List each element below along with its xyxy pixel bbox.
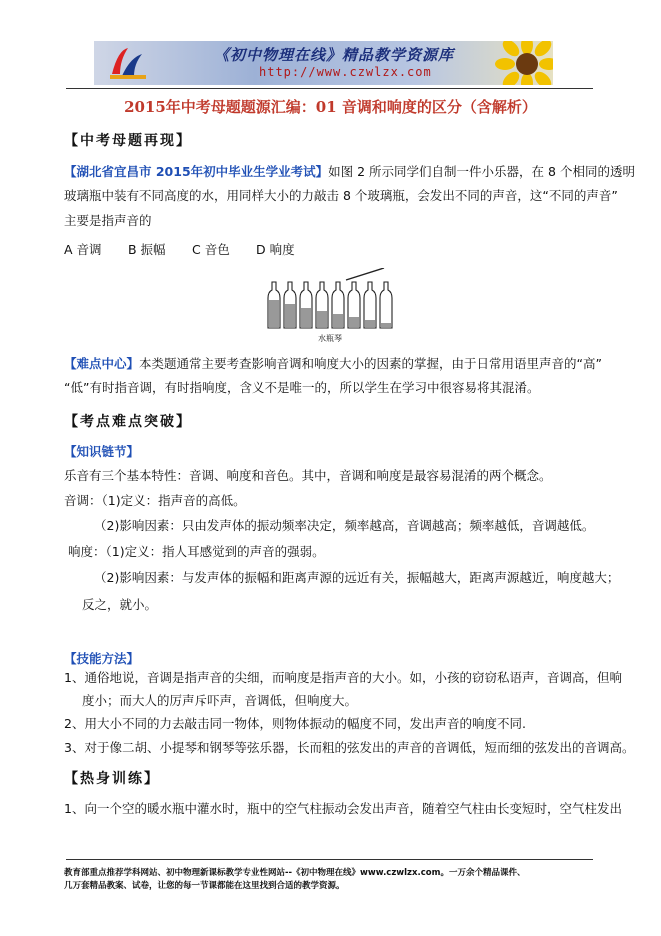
knowledge-tag: 【知识链节】 [64, 444, 140, 459]
section-heading-exam: 【中考母题再现】 [64, 133, 192, 149]
difficulty-tag: 【难点中心】 [64, 356, 140, 371]
difficulty-text-1: 本类题通常主要考查影响音调和响度大小的因素的掌握，由于日常用语里声音的“高” [139, 356, 602, 371]
difficulty-line-1 [64, 356, 602, 372]
banner-url: http://www.czwlzx.com [259, 65, 432, 79]
knowledge-line: 反之，就小。 [82, 597, 158, 612]
water-bottle-figure [262, 268, 398, 344]
footer-line-2: 几万套精品教案、试卷，让您的每一节课都能在这里找到合适的教学资源。 [64, 881, 345, 891]
option-c: C 音色 [192, 242, 230, 257]
question-line-2: 玻璃瓶中装有不同高度的水，用同样大小的力敲击 8 个玻璃瓶，会发出不同的声音，这“不同的声音” [64, 188, 618, 203]
page-title: 2015年中考母题题源汇编：01 音调和响度的区分（含解析） [124, 98, 537, 116]
site-logo-icon [108, 44, 148, 82]
option-a: A 音调 [64, 242, 102, 257]
exercise-line-1: 1、向一个空的暖水瓶中灌水时，瓶中的空气柱振动会发出声音，随着空气柱由长变短时，空气柱发出 [64, 801, 622, 816]
section-heading-breakthrough: 【考点难点突破】 [64, 414, 192, 430]
question-text-1: 如图 2 所示同学们自制一件小乐器，在 8 个相同的透明 [328, 164, 635, 179]
knowledge-line: （2)影响因素：与发声体的振幅和距离声源的远近有关，振幅越大，距离声源越近，响度越大； [94, 570, 620, 585]
knowledge-line: 响度：（1)定义：指人耳感觉到的声音的强弱。 [68, 544, 325, 559]
question-line-1 [64, 164, 635, 180]
skills-tag: 【技能方法】 [64, 651, 140, 666]
banner-title: 《初中物理在线》精品教学资源库 [214, 46, 455, 64]
option-d: D 响度 [256, 242, 295, 257]
section-heading-warmup: 【热身训练】 [64, 771, 160, 787]
question-source: 【湖北省宜昌市 2015年初中毕业生学业考试】 [64, 164, 329, 179]
question-line-3: 主要是指声音的 [64, 213, 152, 228]
skills-line: 度小；而大人的厉声斥吓声，音调低，但响度大。 [82, 693, 358, 708]
sunflower-icon [495, 41, 553, 85]
footer-line-1: 教育部重点推荐学科网站、初中物理新课标教学专业性网站--《初中物理在线》www.czwlzx.com。一万余个精品课件、 [64, 868, 526, 878]
answer-options [64, 240, 320, 258]
knowledge-line: 乐音有三个基本特性：音调、响度和音色。其中，音调和响度是最容易混淆的两个概念。 [64, 468, 552, 483]
skills-line: 2、用大小不同的力去敲击同一物体，则物体振动的幅度不同，发出声音的响度不同. [64, 716, 526, 731]
figure-caption: 水瓶琴 [318, 334, 342, 343]
difficulty-line-2: “低”有时指音调，有时指响度，含义不是唯一的，所以学生在学习中很容易将其混淆。 [64, 380, 540, 395]
option-b: B 振幅 [128, 242, 166, 257]
knowledge-line: （2)影响因素：只由发声体的振动频率决定，频率越高，音调越高；频率越低，音调越低。 [94, 518, 595, 533]
footer-divider [66, 859, 593, 860]
header-banner [94, 41, 553, 85]
knowledge-line: 音调：（1)定义：指声音的高低。 [64, 493, 246, 508]
skills-line: 1、通俗地说，音调是指声音的尖细，而响度是指声音的大小。如，小孩的窃窃私语声，音调高，但响 [64, 670, 622, 685]
header-divider [66, 88, 593, 89]
skills-line: 3、对于像二胡、小提琴和钢琴等弦乐器，长而粗的弦发出的声音的音调低，短而细的弦发出的音调高。 [64, 740, 635, 755]
